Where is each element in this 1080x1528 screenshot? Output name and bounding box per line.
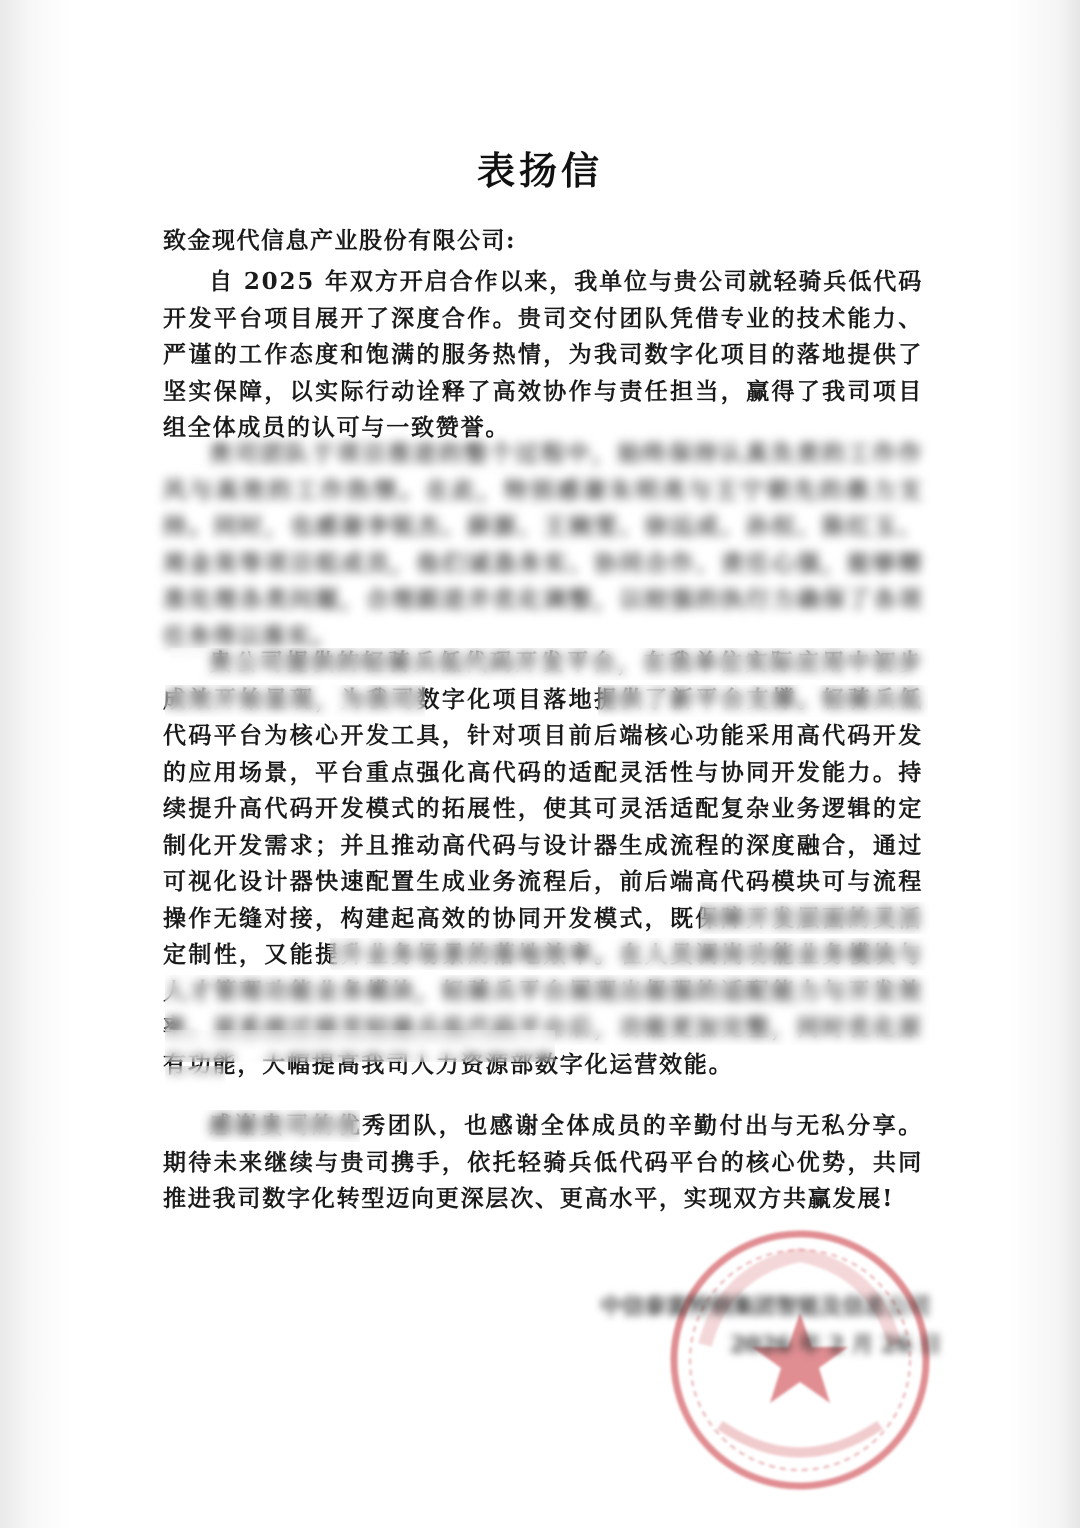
letter-title: 表扬信: [476, 149, 603, 193]
redaction-blur: [200, 1110, 360, 1142]
redaction-blur: [700, 902, 930, 934]
redaction-blur: [170, 648, 930, 680]
official-seal: [665, 1225, 935, 1495]
paragraph-platform: 贵公司提供的轻骑兵低代码开发平台，在我单位实际应用中初步成效开始显现，为我司数字化项目落地提供了新平台支撑。轻骑兵低代码平台为核心开发工具，针对项目前后端核心功能采用高代码开发的应用场景，平台重点强化高代码的适配灵活性与协同开发能力。持续提升高代码开发模式的拓展性，使其可灵活适配复杂业务逻辑的定制化开发需求；并且推动高代码与设计器生成流程的深度融合，通过可视化设计器快速配置生成业务流程后，前后端高代码模块可与流程操作无缝对接，构建起高效的协同开发模式，既保障开发层面的灵活定制性，又能提升业务场景的落地效率。在人员调岗功能业务模块与人才管理功能业务模块，轻骑兵平台展现出极强的适配能力与开发效率，原系统迁移至轻骑兵低代码平台后，功能更加完整，同时优化原有功能，大幅提高我司人力资源部数字化运营效能。: [163, 649, 923, 1078]
salutation: 致金现代信息产业股份有限公司:: [163, 227, 516, 254]
paragraph-team-thanks-blurred: 贵司团队于项目推进的整个过程中，始终保持认真负责的工作作风与高效的工作热情。在此，特别感谢朱明亮与王宁朝先的鼎力支持。同时，也感谢李锐杰、薛源、王婉雯、徐远成、孙权、陈红玉、周金昊等项目组成员，他们诚恳务实、协同合作、责任心强，能够精准处理各类问题，合理跟进并优化调整，以较强的执行力确保了各项任务得以落实。: [163, 440, 923, 650]
redaction-blur: [598, 685, 928, 717]
redaction-blur: [165, 1030, 555, 1062]
paragraph-intro: 自 2025 年双方开启合作以来，我单位与贵公司就轻骑兵低代码开发平台项目展开了深度合作。贵司交付团队凭借专业的技术能力、严谨的工作态度和饱满的服务热情，为我司数字化项目的落地提供了坚实保障，以实际行动诠释了高效协作与责任担当，赢得了我司项目组全体成员的认可与一致赞誉。: [163, 268, 923, 441]
redaction-blur: [330, 938, 930, 970]
signature-date: 2026 年 2 月 26 日: [730, 1332, 942, 1358]
signature-organization: 中信泰富特钢集团智能及信息公司: [600, 1294, 931, 1320]
paragraph-closing: 感谢贵司的优秀团队，也感谢全体成员的辛勤付出与无私分享。期待未来继续与贵司携手，依托轻骑兵低代码平台的核心优势，共同推进我司数字化转型迈向更深层次、更高水平，实现双方共赢发展!: [163, 1112, 923, 1212]
redaction-blur: [165, 1066, 225, 1100]
redaction-blur: [165, 685, 425, 717]
